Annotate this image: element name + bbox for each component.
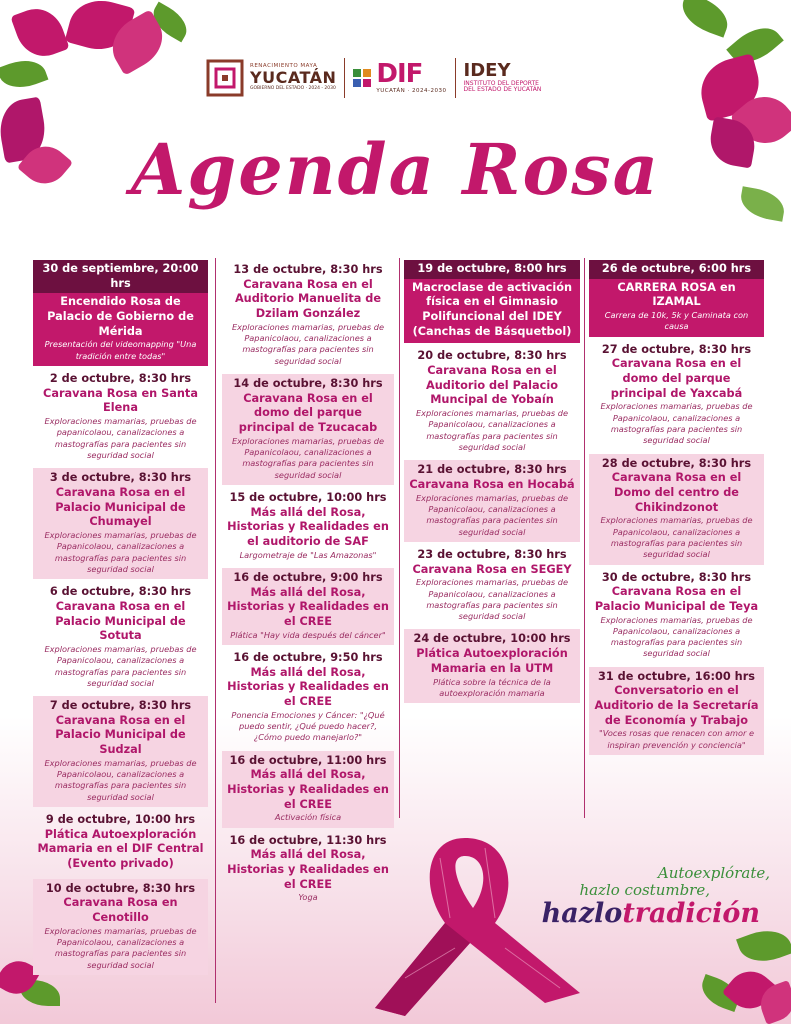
event-description: Presentación del videomapping "Una tradición entre todas": [44, 339, 197, 361]
event-date: 23 de octubre, 8:30 hrs: [417, 547, 567, 561]
agenda-column-3: [404, 260, 580, 706]
agenda-event: [589, 260, 764, 337]
event-name: Macroclase de activación física en el Gimnasio Polifuncional del IDEY (Canchas de Básquetbol): [411, 280, 573, 338]
yucatan-logo-top: RENACIMIENTO MAYA: [250, 63, 318, 70]
event-date: 2 de octubre, 8:30 hrs: [49, 371, 192, 385]
event-date: 16 de octubre, 11:30 hrs: [229, 833, 387, 847]
event-description: Plática sobre la técnica de la autoexploración mamaria: [433, 676, 551, 698]
yucatan-logo: [205, 58, 336, 98]
event-name: Caravana Rosa en el domo del parque principal de Yaxcabá: [610, 357, 743, 400]
event-name: Caravana Rosa en Hocabá: [409, 477, 575, 491]
event-description: Ponencia Emociones y Cáncer: "¿Qué puedo sentir, ¿Qué puedo hacer?, ¿Cómo puedo manejarlo?": [231, 709, 385, 743]
event-description: "Voces rosas que renacen con amor e inspiran prevención y conciencia": [598, 728, 755, 750]
event-description: Exploraciones mamarias, pruebas de papanicolaou, canalizaciones a mastografías para pacientes sin seguridad social: [44, 416, 197, 460]
event-name: Caravana Rosa en el Palacio Municipal de Sotuta: [55, 599, 186, 643]
event-name: Conversatorio en el Auditorio de la Secretaría de Economía y Trabajo: [594, 684, 759, 727]
event-description: Exploraciones mamarias, pruebas de Papanicolaou, canalizaciones a mastografías para pacientes sin seguridad social: [44, 643, 197, 688]
event-name: Más allá del Rosa, Historias y Realidades en el auditorio de SAF: [227, 505, 389, 548]
event-name: Encendido Rosa de Palacio de Gobierno de Mérida: [47, 295, 194, 338]
event-name: Más allá del Rosa, Historias y Realidades en el CREE: [227, 848, 389, 891]
event-date: 3 de octubre, 8:30 hrs: [49, 471, 192, 485]
event-description: Activación física: [274, 812, 342, 823]
agenda-event: [589, 340, 764, 451]
page-title: Agenda Rosa: [131, 128, 660, 211]
event-name: Caravana Rosa en el domo del parque principal de Tzucacab: [238, 391, 378, 434]
logo-divider: [455, 58, 456, 98]
agenda-event: [33, 582, 208, 693]
yucatan-logo-bottom: GOBIERNO DEL ESTADO · 2024 - 2030: [250, 85, 336, 91]
agenda-event: [33, 879, 208, 975]
agenda-event: [589, 568, 764, 664]
agenda-event: [222, 374, 394, 485]
event-description: Exploraciones mamarias, pruebas de Papanicolaou, canalizaciones a mastografías para pacientes sin seguridad social: [416, 408, 568, 452]
event-date: 7 de octubre, 8:30 hrs: [49, 699, 192, 713]
event-date: 16 de octubre, 9:00 hrs: [233, 570, 383, 584]
event-name: Plática Autoexploración Mamaria en el DIF Central (Evento privado): [37, 827, 204, 871]
dif-logo: [353, 61, 446, 94]
event-date: 10 de octubre, 8:30 hrs: [45, 881, 196, 895]
event-date: 16 de octubre, 11:00 hrs: [229, 753, 387, 767]
event-date: 31 de octubre, 16:00 hrs: [597, 669, 755, 683]
event-description: Exploraciones mamarias, pruebas de Papanicolaou, canalizaciones a mastografías para pacientes sin seguridad social: [44, 925, 197, 970]
agenda-event: [33, 696, 208, 807]
event-description: Exploraciones mamarias, pruebas de Papanicolaou, canalizaciones a mastografías para pacientes sin seguridad social: [416, 577, 568, 622]
idey-logo: [463, 59, 542, 95]
event-date: 27 de octubre, 8:30 hrs: [601, 342, 752, 356]
event-description: Exploraciones mamarias, pruebas de Papanicolaou, canalizaciones a mastografías para pacientes sin seguridad social: [600, 614, 753, 659]
event-name: Más allá del Rosa, Historias y Realidades en el CREE: [227, 585, 389, 628]
event-date: 19 de octubre, 8:00 hrs: [404, 260, 580, 279]
agenda-event: [222, 751, 394, 828]
event-name: Caravana Rosa en Santa Elena: [43, 386, 198, 415]
slogan-line-3a: hazlo: [541, 897, 623, 929]
dif-logo-name: DIF: [376, 59, 423, 90]
event-date: 30 de octubre, 8:30 hrs: [601, 570, 752, 584]
event-date: 6 de octubre, 8:30 hrs: [49, 585, 192, 599]
event-name: Caravana Rosa en SEGEY: [412, 562, 572, 576]
event-description: Yoga: [298, 892, 318, 903]
event-name: Plática Autoexploración Mamaria en la UTM: [416, 647, 568, 675]
event-name: Caravana Rosa en el Auditorio del Palacio Muncipal de Yobaín: [425, 364, 559, 407]
event-date: 26 de octubre, 6:00 hrs: [589, 260, 764, 279]
agenda-event: [33, 468, 208, 579]
event-description: Exploraciones mamarias, pruebas de Papanicolaou, canalizaciones a mastografías para pacientes sin seguridad social: [44, 757, 197, 802]
idey-logo-line1: INSTITUTO DEL DEPORTE: [463, 79, 539, 87]
agenda-event: [404, 545, 580, 627]
column-divider: [215, 258, 216, 1003]
event-name: CARRERA ROSA en IZAMAL: [617, 280, 736, 309]
event-date: 28 de octubre, 8:30 hrs: [601, 456, 752, 470]
event-date: 21 de octubre, 8:30 hrs: [417, 463, 567, 477]
agenda-column-1: [33, 260, 208, 978]
idey-logo-line2: DEL ESTADO DE YUCATÁN: [463, 86, 542, 94]
slogan-line-2: hazlo costumbre,: [579, 881, 710, 900]
event-description: Carrera de 10k, 5k y Caminata con causa: [604, 310, 749, 332]
agenda-column-4: [589, 260, 764, 758]
agenda-event: [222, 488, 394, 565]
logo-divider: [344, 58, 345, 98]
event-date: 16 de octubre, 9:50 hrs: [233, 650, 383, 664]
agenda-event: [404, 346, 580, 457]
event-date: 9 de octubre, 10:00 hrs: [45, 813, 196, 827]
event-name: Más allá del Rosa, Historias y Realidades en el CREE: [227, 768, 389, 811]
agenda-event: [33, 369, 208, 465]
slogan: [500, 865, 770, 928]
maya-pattern-icon: [205, 58, 245, 98]
column-divider: [584, 258, 585, 818]
event-date: 15 de octubre, 10:00 hrs: [229, 490, 387, 504]
event-description: Plática "Hay vida después del cáncer": [230, 629, 386, 640]
event-description: Exploraciones mamarias, pruebas de Papanicolaou, canalizaciones a mastografías para pacientes sin seguridad social: [232, 435, 384, 480]
agenda-event: [222, 260, 394, 371]
agenda-event: [33, 260, 208, 366]
column-divider: [399, 258, 400, 818]
bougainvillea-bottom-right: [690, 930, 791, 1024]
slogan-line-1: Autoexplórate,: [657, 864, 770, 882]
event-description: Exploraciones mamarias, pruebas de Papanicolaou, canalizaciones a mastografías para pacientes sin seguridad social: [416, 492, 568, 537]
event-description: Exploraciones mamarias, pruebas de Papanicolaou, canalizaciones a mastografías para pacientes sin seguridad social: [600, 401, 753, 446]
agenda-event: [404, 260, 580, 343]
agenda-event: [589, 667, 764, 755]
event-name: Caravana Rosa en el Domo del centro de Chikindzonot: [611, 471, 742, 514]
agenda-event: [404, 460, 580, 542]
dif-logo-bottom: YUCATÁN · 2024-2030: [376, 87, 447, 94]
event-description: Exploraciones mamarias, pruebas de Papanicolaou, canalizaciones a mastografías para pacientes sin seguridad social: [44, 529, 197, 574]
event-name: Caravana Rosa en Cenotillo: [63, 896, 178, 925]
event-description: Largometraje de "Las Amazonas": [239, 549, 377, 560]
event-date: 13 de octubre, 8:30 hrs: [233, 263, 383, 276]
event-date: 24 de octubre, 10:00 hrs: [413, 632, 571, 646]
event-date: 30 de septiembre, 20:00 hrs: [33, 260, 208, 293]
idey-logo-name: IDEY: [463, 59, 511, 81]
agenda-event: [222, 568, 394, 645]
slogan-line-3b: tradición: [622, 897, 760, 929]
header-logos: [205, 52, 590, 104]
agenda-column-2: [222, 260, 394, 911]
agenda-event: [33, 810, 208, 876]
event-name: Caravana Rosa en el Palacio Municipal de Sudzal: [55, 713, 186, 757]
event-name: Caravana Rosa en el Auditorio Manuelita de Dzilam González: [234, 277, 382, 321]
yucatan-logo-name: YUCATÁN: [250, 68, 337, 88]
event-description: Exploraciones mamarias, pruebas de Papanicolaou, canalizaciones a mastografías para pacientes sin seguridad social: [600, 515, 753, 560]
event-date: 14 de octubre, 8:30 hrs: [233, 376, 383, 390]
event-name: Caravana Rosa en el Palacio Municipal de Teya: [594, 585, 759, 613]
agenda-event: [404, 629, 580, 703]
agenda-event: [589, 454, 764, 565]
event-description: Exploraciones mamarias, pruebas de Papanicolaou, canalizaciones a mastografías para pacientes sin seguridad social: [232, 321, 384, 366]
event-date: 20 de octubre, 8:30 hrs: [417, 349, 567, 363]
agenda-event: [222, 648, 394, 748]
slogan-line-3: [500, 897, 760, 929]
event-name: Más allá del Rosa, Historias y Realidades en el CREE: [227, 665, 389, 708]
dif-pattern-icon: [353, 69, 371, 87]
event-name: Caravana Rosa en el Palacio Municipal de Chumayel: [55, 485, 186, 529]
